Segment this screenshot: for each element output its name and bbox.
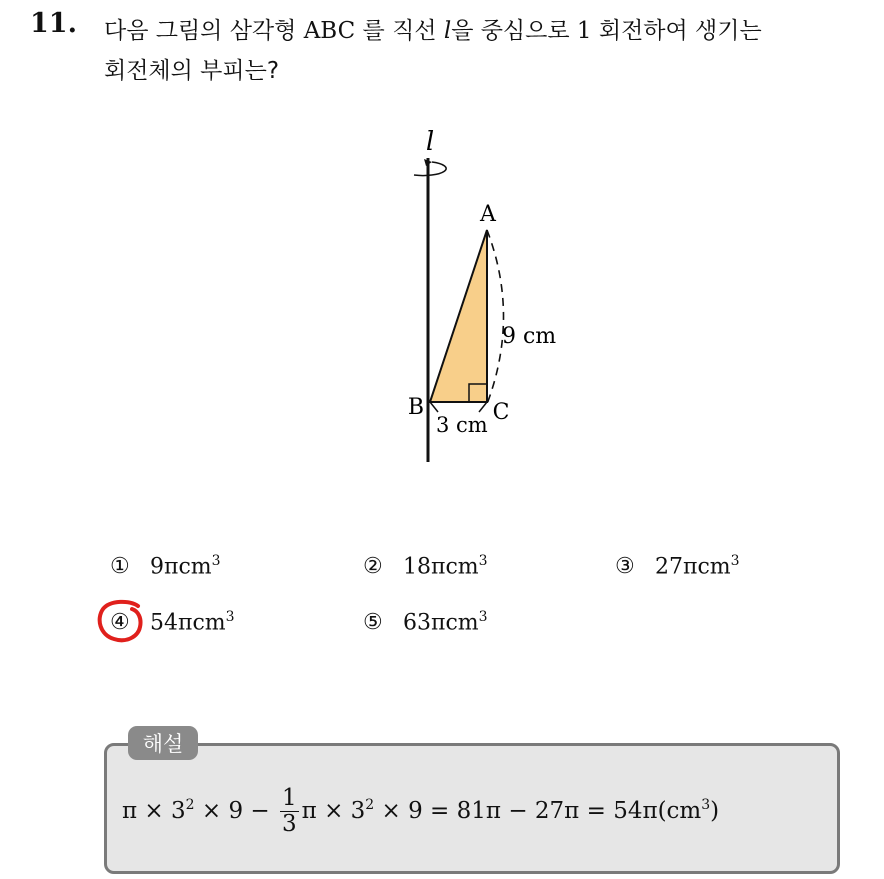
eq-exponent: 2 [365, 797, 375, 814]
question-text-part: 다음 그림의 삼각형 [104, 18, 304, 44]
eq-part: × 9 = 81π − 27π = 54π(cm [374, 797, 702, 824]
choice-2[interactable] [363, 553, 488, 579]
solution-equation [122, 786, 719, 838]
question-text-part: 회전하여 생기는 [591, 18, 762, 44]
choice-unit: cm [697, 554, 731, 580]
eq-exponent: 2 [185, 797, 195, 814]
fraction-denominator: 3 [282, 811, 297, 838]
answer-circle-mark [94, 597, 154, 647]
question-text-line2: 회전체의 부피는? [104, 58, 280, 84]
choice-3[interactable] [615, 553, 740, 579]
question-number: 11. [30, 8, 77, 39]
choice-1[interactable] [110, 553, 221, 579]
choice-exponent: 3 [225, 609, 235, 625]
solution-tag: 해설 [128, 726, 198, 760]
eq-part: × 9 − [194, 797, 277, 824]
choice-exponent: 3 [478, 609, 488, 625]
base-dimension-tick [479, 402, 487, 412]
base-label: 3 cm [436, 413, 488, 437]
choice-coef: 27 [655, 554, 683, 580]
choice-number: ② [363, 554, 383, 580]
choice-coef: 54 [150, 610, 178, 636]
eq-part: π × 3 [301, 797, 366, 824]
choice-5[interactable] [363, 609, 488, 635]
height-dimension-arc [487, 230, 504, 404]
triangle-abc [430, 230, 487, 402]
question-text-part: 를 직선 [355, 18, 444, 44]
eq-part: π × 3 [122, 797, 186, 824]
choice-number: ⑤ [363, 610, 383, 636]
choice-exponent: 3 [478, 553, 488, 569]
line-variable: l [443, 18, 452, 44]
choice-number: ① [110, 554, 130, 580]
fraction-numerator: 1 [282, 785, 297, 811]
rotation-arrow-icon [414, 162, 446, 176]
choice-unit: cm [178, 554, 212, 580]
choice-coef: 63 [403, 610, 431, 636]
choice-exponent: 3 [730, 553, 740, 569]
choice-unit: cm [445, 610, 479, 636]
choice-number: ③ [615, 554, 635, 580]
height-label: 9 cm [502, 324, 557, 349]
vertex-b-label: B [407, 395, 425, 420]
base-dimension-tick [430, 402, 438, 412]
eq-exponent: 3 [701, 797, 711, 814]
pi-symbol: π [178, 610, 193, 636]
fraction-one-third [280, 786, 299, 838]
choice-coef: 18 [403, 554, 431, 580]
question-text-part: 을 중심으로 [451, 18, 577, 44]
triangle-figure [380, 120, 580, 470]
vertex-c-label: C [492, 400, 510, 425]
choice-unit: cm [192, 610, 226, 636]
vertex-a-label: A [480, 202, 496, 227]
pi-symbol: π [683, 554, 698, 580]
choice-exponent: 3 [211, 553, 221, 569]
pi-symbol: π [431, 554, 446, 580]
rotation-count: 1 [576, 18, 592, 44]
choice-coef: 9 [150, 554, 164, 580]
choice-number: ④ [110, 610, 130, 636]
triangle-name: ABC [303, 18, 356, 44]
choice-unit: cm [445, 554, 479, 580]
axis-label: l [425, 127, 435, 157]
answer-circle-stroke [100, 602, 141, 640]
pi-symbol: π [431, 610, 446, 636]
eq-part: ) [710, 797, 720, 824]
question-text-line1 [104, 12, 762, 45]
pi-symbol: π [164, 554, 179, 580]
